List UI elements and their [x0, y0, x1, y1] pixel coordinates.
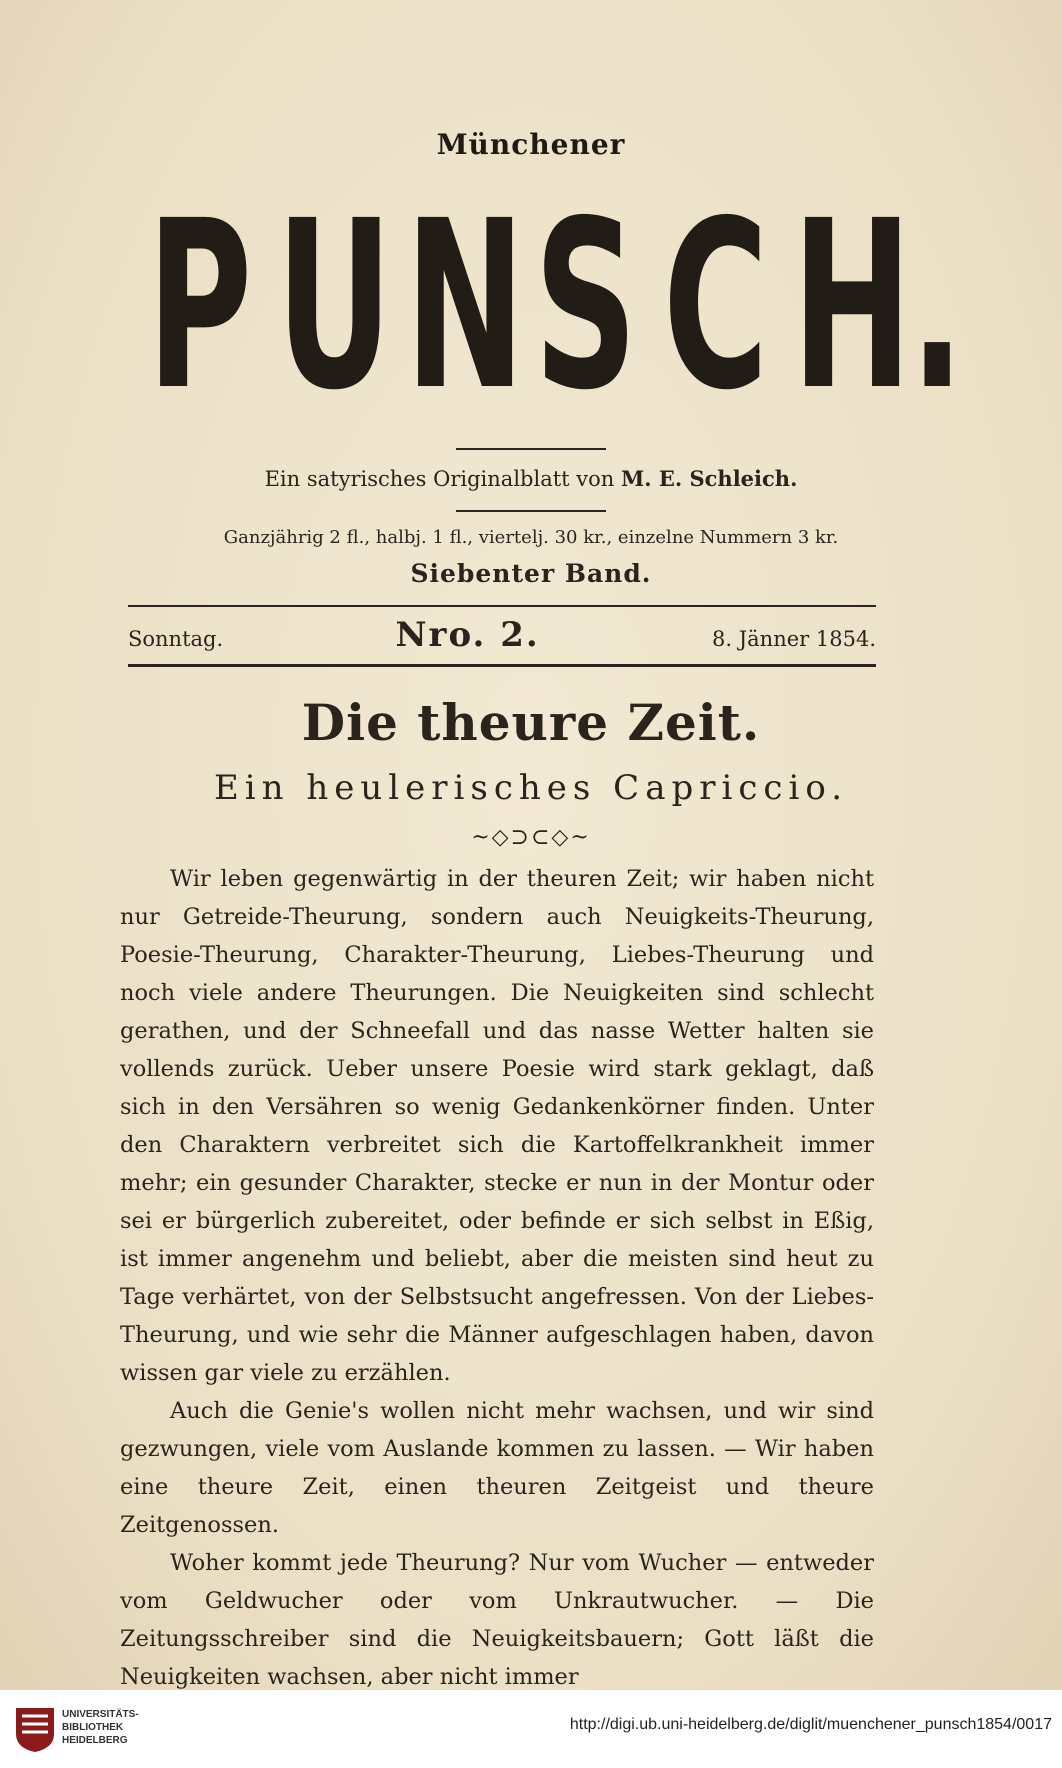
subscription-prices: Ganzjährig 2 fl., halbj. 1 fl., viertelj. 30 kr., einzelne Nummern 3 kr. — [223, 527, 839, 548]
masthead-letter: U — [275, 171, 391, 441]
library-name-line: UNIVERSITÄTS- — [62, 1709, 139, 1720]
masthead-letter: N — [404, 171, 523, 441]
divider — [128, 605, 876, 607]
masthead-letter: H. — [791, 171, 962, 441]
divider — [456, 448, 606, 450]
masthead-letter: P — [146, 171, 250, 441]
masthead-letter: S — [533, 171, 636, 441]
article-paragraph: Auch die Genie's wollen nicht mehr wachsen, und wir sind gezwungen, viele vom Auslande kommen zu lassen. — Wir haben eine theure Zeit, einen theuren Zeitgeist und theure Zeitgenossen. — [120, 1398, 874, 1538]
subtitle-text: Ein satyrisches Originalblatt von — [264, 467, 615, 491]
issue-date: 8. Jänner 1854. — [712, 627, 876, 651]
divider — [128, 664, 876, 667]
library-name-line: BIBLIOTHEK — [62, 1722, 124, 1733]
issue-number: Nro. 2. — [395, 615, 540, 655]
masthead-letter: C — [662, 171, 766, 441]
article-title: Die theure Zeit. — [301, 693, 761, 752]
library-name — [62, 1708, 139, 1747]
article-subtitle: Ein heulerisches Capriccio. — [213, 768, 848, 808]
issue-day: Sonntag. — [128, 627, 224, 651]
ornament-divider: ~◇⊃⊂◇~ — [471, 825, 591, 850]
article-paragraph: Wir leben gegenwärtig in der theuren Zeit; wir haben nicht nur Getreide-Theurung, sondern auch Neuigkeits-Theurung, Poesie-Theurung, Charakter-Theurung, Liebes-Theurung und noch viele andere Theurungen. Die Neuigkeiten sind schlecht gerathen, und der Schneefall und das nasse Wetter halten sie vollends zurück. Ueber unsere Poesie wird stark geklagt, daß sich in den Versähren so wenig Gedankenkörner finden. Unter den Charaktern verbreitet sich die Kartoffelkrankheit immer mehr; ein gesunder Charakter, stecke er nun in der Montur oder sei er bürgerlich zubereitet, oder befinde er sich selbst in Eßig, ist immer angenehm und beliebt, aber die meisten sind heut zu Tage verhärtet, von der Selbstsucht angefressen. Von der Liebes-Theurung, und wie sehr die Männer aufgeschlagen haben, davon wissen gar viele zu erzählen. — [120, 866, 874, 1386]
library-footer — [0, 1690, 1062, 1768]
article-body — [120, 860, 874, 1696]
masthead-subtitle — [0, 466, 1062, 491]
article-paragraph: Woher kommt jede Theurung? Nur vom Wucher — entweder vom Geldwucher oder vom Unkrautwucher. — Die Zeitungsschreiber sind die Neuigkeitsbauern; Gott läßt die Neuigkeiten wachsen, aber nicht immer — [120, 1550, 874, 1690]
dateline — [128, 615, 876, 655]
masthead-title — [126, 171, 962, 441]
volume-label: Siebenter Band. — [410, 559, 652, 588]
author-name: M. E. Schleich. — [620, 466, 798, 491]
masthead-prefix: Münchener — [436, 128, 626, 161]
university-seal-icon — [12, 1704, 58, 1754]
library-name-line: HEIDELBERG — [62, 1735, 128, 1746]
source-url-link[interactable]: http://digi.ub.uni-heidelberg.de/diglit/muenchener_punsch1854/0017 — [569, 1716, 1052, 1733]
divider — [456, 510, 606, 512]
